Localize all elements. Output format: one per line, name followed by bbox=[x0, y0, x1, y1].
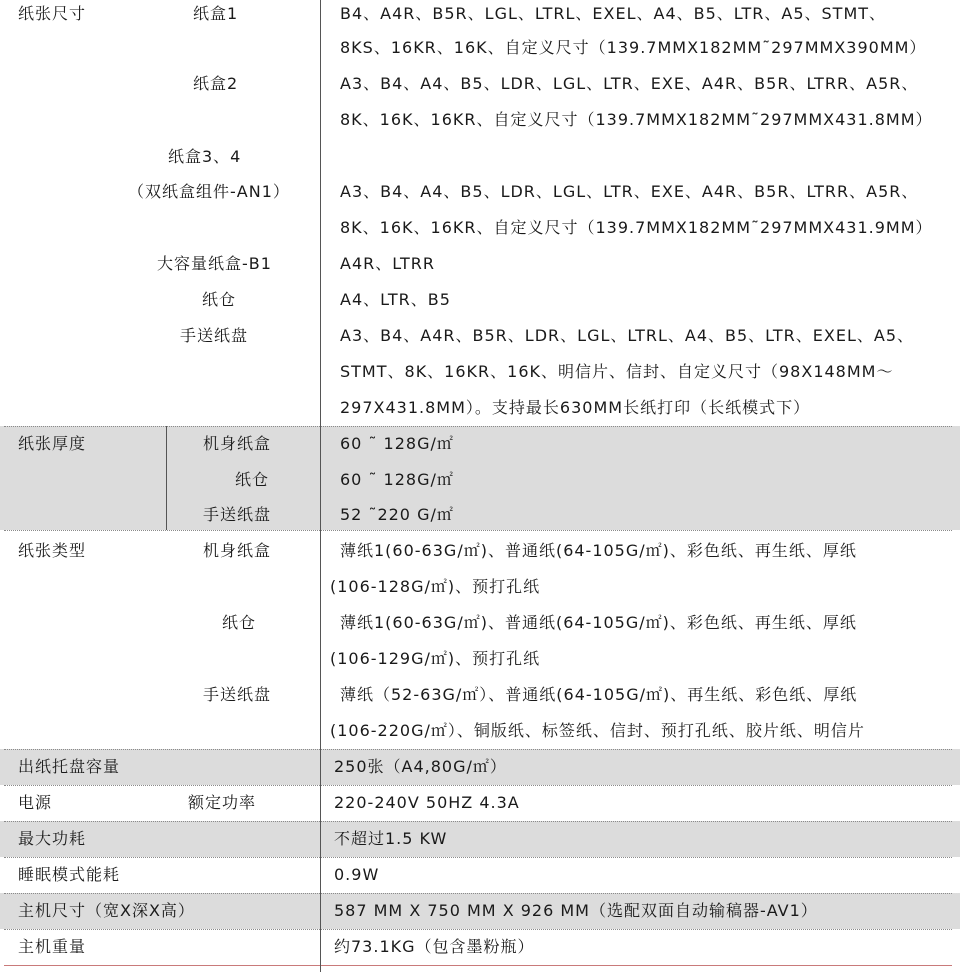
weight-label: 主机重量 bbox=[18, 937, 87, 956]
dimensions-label: 主机尺寸（宽X深X高） bbox=[18, 901, 195, 920]
paper-deck-value: A4、LTR、B5 bbox=[340, 290, 451, 309]
large-cassette-label: 大容量纸盒-B1 bbox=[157, 254, 272, 273]
paper-type-deck-line: (106-129G/㎡)、预打孔纸 bbox=[330, 649, 541, 668]
bottom-rule bbox=[4, 965, 952, 966]
cassette2-line: 8K、16K、16KR、自定义尺寸（139.7MMX182MM˜297MMX431.8MM） bbox=[340, 110, 933, 129]
cassette1-label: 纸盒1 bbox=[193, 4, 239, 23]
paper-type-label: 纸张类型 bbox=[18, 541, 87, 560]
dimensions-value: 587 MM X 750 MM X 926 MM（选配双面自动输稿器-AV1） bbox=[334, 901, 818, 920]
max-power-label: 最大功耗 bbox=[18, 829, 87, 848]
weight-value: 约73.1KG（包含墨粉瓶） bbox=[334, 937, 535, 956]
weight-sublabel: 机身纸盒 bbox=[203, 434, 272, 453]
paper-type-deck-label: 纸仓 bbox=[222, 613, 257, 632]
cassette34-line: 8K、16K、16KR、自定义尺寸（139.7MMX182MM˜297MMX431.9MM） bbox=[340, 218, 933, 237]
sleep-power-label: 睡眠模式能耗 bbox=[18, 865, 121, 884]
paper-type-body-label: 机身纸盒 bbox=[203, 541, 272, 560]
bypass-tray-label: 手送纸盘 bbox=[180, 326, 249, 345]
max-power-value: 不超过1.5 KW bbox=[334, 829, 448, 848]
paper-type-bypass-line: (106-220G/㎡）、铜版纸、标签纸、信封、预打孔纸、胶片纸、明信片 bbox=[330, 721, 865, 740]
bypass-tray-line: STMT、8K、16KR、16K、明信片、信封、自定义尺寸（98X148MM～ bbox=[340, 362, 894, 381]
output-tray-value: 250张（A4,80G/㎡） bbox=[334, 757, 507, 776]
large-cassette-value: A4R、LTRR bbox=[340, 254, 435, 273]
subcolumn-divider bbox=[166, 426, 167, 530]
paper-deck-label: 纸仓 bbox=[202, 290, 237, 309]
paper-size-label: 纸张尺寸 bbox=[18, 4, 87, 23]
output-tray-label: 出纸托盘容量 bbox=[18, 757, 121, 776]
cassette34-unit-label: （双纸盒组件-AN1） bbox=[128, 182, 290, 201]
cassette2-label: 纸盒2 bbox=[193, 74, 239, 93]
paper-type-body-line: 薄纸1(60-63G/㎡)、普通纸(64-105G/㎡)、彩色纸、再生纸、厚纸 bbox=[340, 541, 857, 560]
weight-value: 60 ˜ 128G/㎡ bbox=[340, 470, 454, 489]
cassette34-label: 纸盒3、4 bbox=[168, 147, 242, 166]
row-divider bbox=[4, 857, 952, 858]
cassette34-line: A3、B4、A4、B5、LDR、LGL、LTR、EXE、A4R、B5R、LTRR、A5R、 bbox=[340, 182, 919, 201]
bypass-tray-line: 297X431.8MM）。支持最长630MM长纸打印（长纸模式下） bbox=[340, 398, 811, 417]
max-power-row bbox=[0, 821, 960, 857]
rated-power-label: 额定功率 bbox=[188, 793, 257, 812]
cassette1-line: B4、A4R、B5R、LGL、LTRL、EXEL、A4、B5、LTR、A5、STMT、 bbox=[340, 4, 887, 23]
bypass-tray-line: A3、B4、A4R、B5R、LDR、LGL、LTRL、A4、B5、LTR、EXEL、A5、 bbox=[340, 326, 914, 345]
row-divider bbox=[4, 426, 952, 427]
paper-type-bypass-label: 手送纸盘 bbox=[203, 685, 272, 704]
weight-value: 60 ˜ 128G/㎡ bbox=[340, 434, 454, 453]
sleep-power-value: 0.9W bbox=[334, 865, 380, 884]
cassette1-line: 8KS、16KR、16K、自定义尺寸（139.7MMX182MM˜297MMX390MM） bbox=[340, 38, 927, 57]
row-divider bbox=[4, 821, 952, 822]
paper-weight-label: 纸张厚度 bbox=[18, 434, 87, 453]
cassette2-line: A3、B4、A4、B5、LDR、LGL、LTR、EXE、A4R、B5R、LTRR、A5R、 bbox=[340, 74, 919, 93]
power-value: 220-240V 50HZ 4.3A bbox=[334, 793, 520, 812]
paper-weight-section bbox=[0, 426, 960, 530]
weight-value: 52 ˜220 G/㎡ bbox=[340, 505, 454, 524]
paper-type-deck-line: 薄纸1(60-63G/㎡)、普通纸(64-105G/㎡)、彩色纸、再生纸、厚纸 bbox=[340, 613, 857, 632]
power-label: 电源 bbox=[18, 793, 53, 812]
column-divider bbox=[320, 0, 321, 972]
row-divider bbox=[4, 530, 952, 531]
paper-type-body-line: (106-128G/㎡)、预打孔纸 bbox=[330, 577, 541, 596]
paper-type-bypass-line: 薄纸（52-63G/㎡）、普通纸(64-105G/㎡)、再生纸、彩色纸、厚纸 bbox=[340, 685, 858, 704]
weight-sublabel: 手送纸盘 bbox=[203, 505, 272, 524]
weight-sublabel: 纸仓 bbox=[235, 470, 270, 489]
